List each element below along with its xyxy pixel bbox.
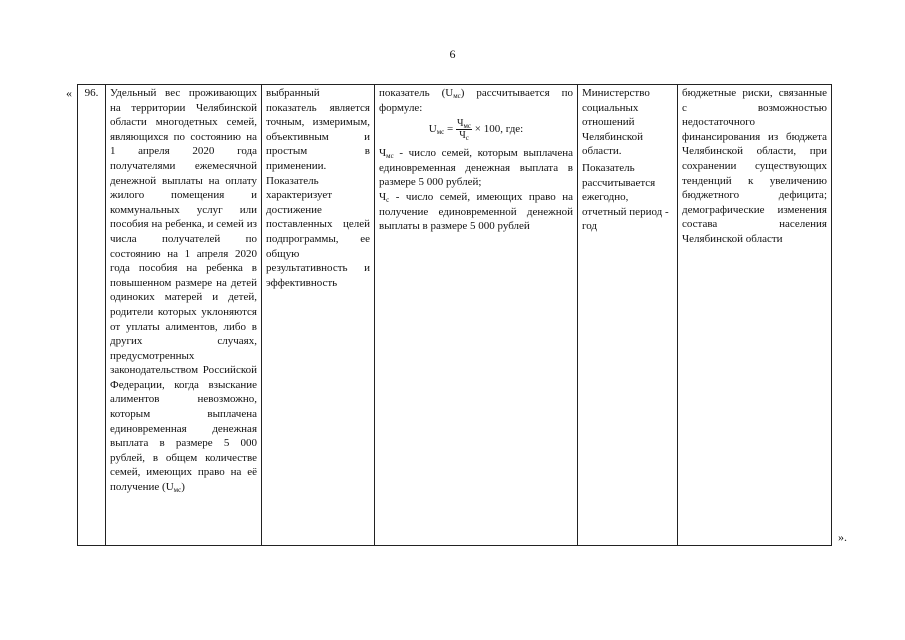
definition-1: $Ч_{мс}$ - число семей, которым выплачена единовременная денежная выплата в размере 5 000 рублей; [379, 147, 573, 189]
formula: $U_{мс}$ = $\frac{Ч_{мс}}{Ч_с}$ × 100, где: [428, 118, 524, 143]
responsible-cell [578, 85, 678, 546]
method-intro: показатель $(U_{мс})$ рассчитывается по формуле: [379, 87, 573, 114]
table-row [78, 85, 832, 546]
rationale-cell [262, 85, 375, 546]
indicator-name-subscript: мс [173, 486, 182, 495]
formula-fraction: $\frac{Ч_{мс}}{Ч_с}$ [456, 118, 472, 143]
frequency-text: Показатель рассчитывается ежегодно, отчетный период - год [582, 161, 669, 233]
page-number: 6 [449, 47, 456, 61]
indicator-name-end: ) [181, 481, 185, 494]
opening-quote: « [66, 86, 72, 100]
definition-2: $Ч_с$ - число семей, имеющих право на получение единовременной денежной выплаты в размере 5 000 рублей [379, 190, 573, 233]
risks-cell [678, 85, 832, 546]
closing-quote: ». [838, 530, 847, 544]
rationale-text: выбранный показатель является точным, измеримым, объективным и простым в применении. Показатель характеризует достижение поставленных целей подпрограммы, ее общую результативность и эффективность [266, 87, 370, 289]
indicator-table [77, 84, 832, 546]
indicator-name-cell [106, 85, 262, 546]
risks-text: бюджетные риски, связанные с возможностью недостаточного финансирования из бюджета Челябинской области, при сохранении существующих тенденций к увеличению бюджетного дефицита; демографические изменения состава населения Челябинской области [682, 87, 827, 245]
row-number-cell [78, 85, 106, 546]
indicator-name: Удельный вес проживающих на территории Челябинской области многодетных семей, являющихся по состоянию на 1 апреля 2020 года получателями ежемесячной денежной выплаты на оплату жилого помещения и коммунальных услуг или пособия на ребенка, и семей из числа получателей по состоянию на 1 апреля 2020 года пособия на ребенка в повышенном размере на детей одиноких матерей и детей, родители которых уклоняются от уплаты алиментов, либо в других случаях, предусмотренных законодательством Российской Федерации, когда взыскание алиментов невозможно, которым выплачена единовременная денежная выплата в размере 5 000 рублей, в общем количестве семей, имеющих право на её получение (U [110, 87, 257, 494]
method-cell [375, 85, 578, 546]
responsible-text: Министерство социальных отношений Челябинской области. [582, 87, 650, 158]
row-number: 96. [84, 87, 99, 99]
